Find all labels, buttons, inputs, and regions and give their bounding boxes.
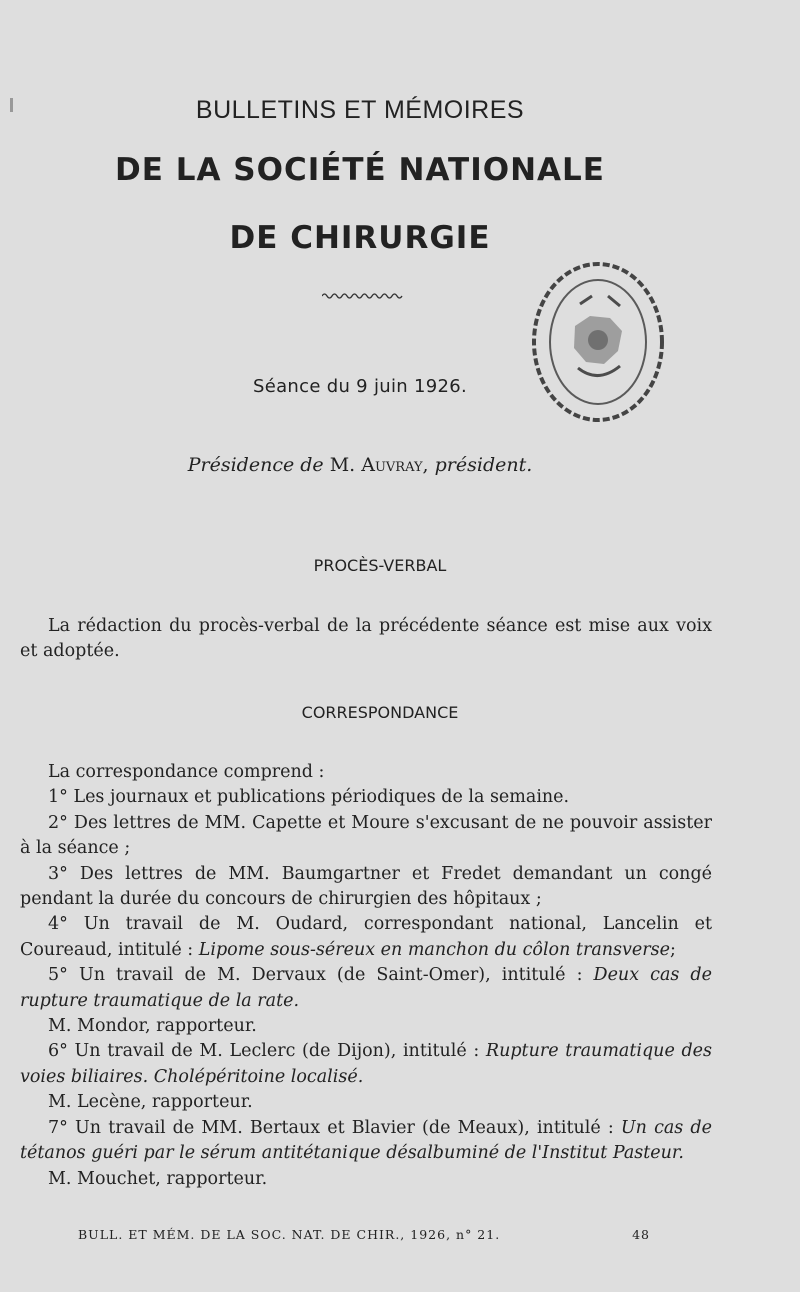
president-role: président. <box>434 454 533 476</box>
correspondance-item <box>20 963 712 1014</box>
journal-title-line2: DE LA SOCIÉTÉ NATIONALE <box>115 152 605 188</box>
item-intro: 5° Un travail de M. Dervaux (de Saint-Omer), intitulé : <box>48 965 594 986</box>
correspondance-item <box>20 1039 712 1090</box>
wavy-ornament <box>322 292 404 300</box>
proces-verbal-heading: PROCÈS-VERBAL <box>313 556 447 575</box>
page-number: 48 <box>632 1227 650 1242</box>
presidency-prefix: Présidence de <box>187 454 324 476</box>
work-title: Lipome sous-séreux en manchon du côlon transverse <box>198 939 670 960</box>
correspondance-intro: La correspondance comprend : <box>48 762 325 782</box>
rapporteur-line: M. Mondor, rapporteur. <box>48 1016 257 1037</box>
correspondance-heading: CORRESPONDANCE <box>301 703 459 722</box>
proces-verbal-paragraph: La rédaction du procès-verbal de la précédente séance est mise aux voix et adoptée. <box>20 616 712 662</box>
journal-title-line3: DE CHIRURGIE <box>229 220 491 256</box>
correspondance-item <box>20 912 712 963</box>
item-intro: 7° Un travail de MM. Bertaux et Blavier (de Meaux), intitulé : <box>48 1117 621 1138</box>
rapporteur-line: M. Mouchet, rapporteur. <box>48 1168 268 1189</box>
page-footer <box>78 1227 650 1242</box>
president-name: M. Auvray, <box>329 454 429 476</box>
correspondance-item: 1° Les journaux et publications périodiques de la semaine. <box>48 787 570 808</box>
work-title: Deux cas de rupture traumatique de la rate. <box>20 965 712 1011</box>
rapporteur-line: M. Lecène, rapporteur. <box>48 1092 253 1113</box>
work-title: Rupture traumatique des voies biliaires. Cholépéritoine localisé. <box>20 1041 712 1087</box>
session-date: Séance du 9 juin 1926. <box>252 376 468 397</box>
presidency-line <box>0 454 720 476</box>
correspondance-item <box>20 1116 712 1167</box>
journal-title-line1: BULLETINS ET MÉMOIRES <box>195 96 525 124</box>
correspondance-list <box>20 760 712 1192</box>
correspondance-item: 3° Des lettres de MM. Baumgartner et Fredet demandant un congé pendant la durée du concours de chirurgien des hôpitaux ; <box>20 863 712 910</box>
proces-verbal-text <box>20 614 712 665</box>
item-end: ; <box>669 939 676 960</box>
library-stamp <box>520 256 670 428</box>
item-intro: 4° Un travail de M. Oudard, correspondant national, Lancelin et Coureaud, intitulé : <box>20 914 712 960</box>
work-title: Un cas de tétanos guéri par le sérum antitétanique désalbuminé de l'Institut Pasteur. <box>20 1117 712 1164</box>
footer-citation: BULL. ET MÉM. DE LA SOC. NAT. DE CHIR., 1926, n° 21. <box>78 1227 501 1242</box>
item-intro: 6° Un travail de M. Leclerc (de Dijon), intitulé : <box>48 1041 486 1062</box>
correspondance-item: 2° Des lettres de MM. Capette et Moure s'excusant de ne pouvoir assister à la séance ; <box>20 812 712 859</box>
